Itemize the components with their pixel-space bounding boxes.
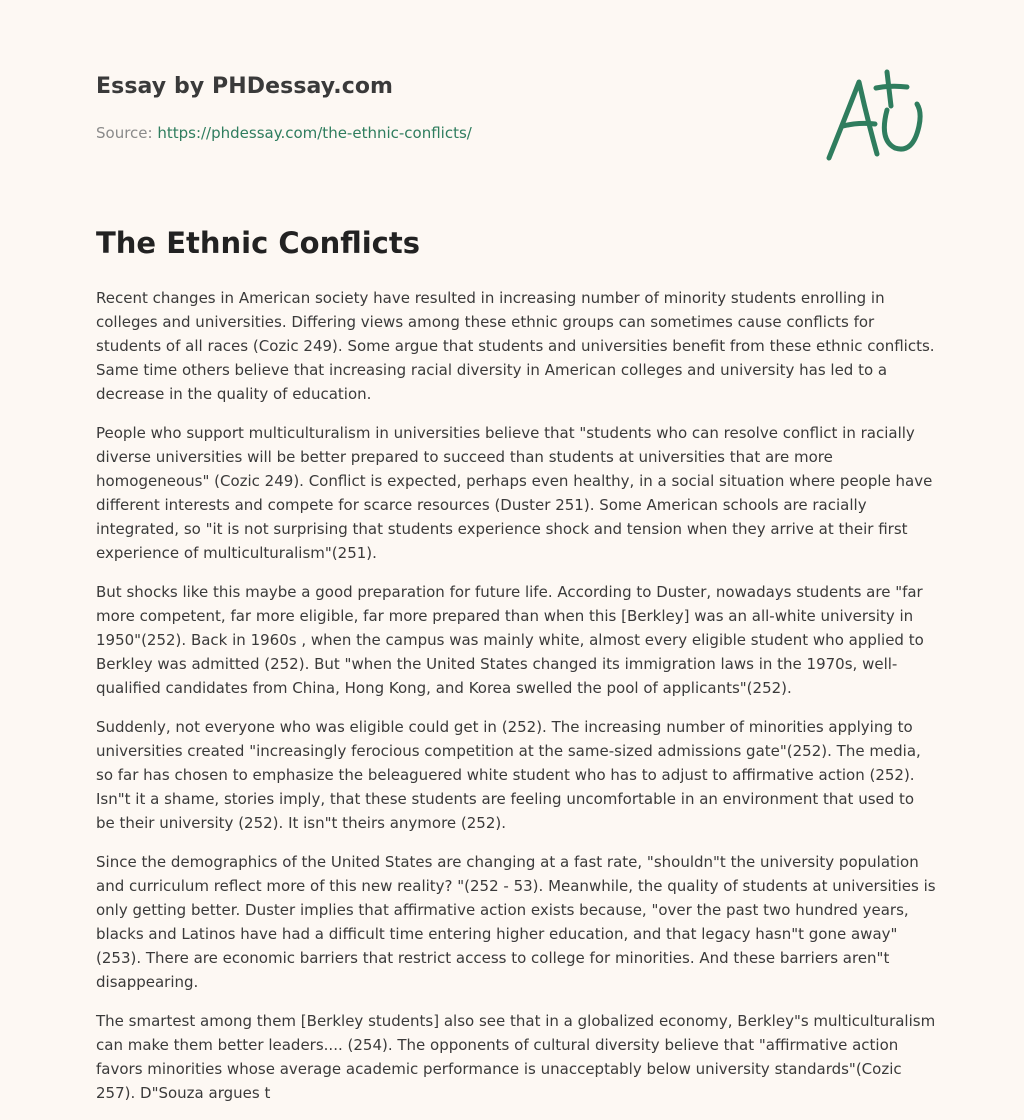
essay-page bbox=[96, 0, 936, 1102]
essay-paragraph: Suddenly, not everyone who was eligible could get in (252). The increasing number of minorities applying to universities created "increasingly ferocious competition at the same-sized admissions gate"(252). The media, so far has chosen to emphasize the beleaguered white student who has to adjust to affirmative action (252). Isn"t it a shame, stories imply, that these students are feeling uncomfortable in an environment that used to be their university (252). It isn"t theirs anymore (252). bbox=[96, 718, 921, 832]
page-title: The Ethnic Conflicts bbox=[96, 226, 420, 260]
source-label: Source: bbox=[96, 124, 158, 142]
a-plus-logo-icon bbox=[821, 68, 931, 168]
essay-paragraph: The smartest among them [Berkley students] also see that in a globalized economy, Berkley"s multiculturalism can make them better leaders.... (254). The opponents of cultural diversity believe that "affirmative action favors minorities whose average academic performance is unacceptably below university standards"(Cozic 257). D"Souza argues t bbox=[96, 1012, 936, 1102]
source-line bbox=[96, 124, 472, 142]
essay-body bbox=[96, 286, 936, 1120]
essay-paragraph: Since the demographics of the United States are changing at a fast rate, "shouldn"t the university population and curriculum reflect more of this new reality? "(252 - 53). Meanwhile, the quality of students at universities is only getting better. Duster implies that affirmative action exists because, "over the past two hundred years, blacks and Latinos have had a difficult time entering higher education, and that legacy hasn"t gone away"(253). There are economic barriers that restrict access to college for minorities. And these barriers aren"t disappearing. bbox=[96, 853, 936, 991]
essay-paragraph: Recent changes in American society have resulted in increasing number of minority students enrolling in colleges and universities. Differing views among these ethnic groups can sometimes cause conflicts for students of all races (Cozic 249). Some argue that students and universities benefit from these ethnic conflicts. Same time others believe that increasing racial diversity in American colleges and university has led to a decrease in the quality of education. bbox=[96, 289, 935, 403]
essay-paragraph: But shocks like this maybe a good preparation for future life. According to Duster, nowadays students are "far more competent, far more eligible, far more prepared than when this [Berkley] was an all-white university in 1950"(252). Back in 1960s , when the campus was mainly white, almost every eligible student who applied to Berkley was admitted (252). But "when the United States changed its immigration laws in the 1970s, well-qualified candidates from China, Hong Kong, and Korea swelled the pool of applicants"(252). bbox=[96, 583, 924, 697]
page-header bbox=[96, 0, 936, 190]
source-link[interactable]: https://phdessay.com/the-ethnic-conflicts/ bbox=[157, 124, 472, 142]
site-brand: Essay by PHDessay.com bbox=[96, 74, 394, 99]
essay-paragraph: People who support multiculturalism in universities believe that "students who can resolve conflict in racially diverse universities will be better prepared to succeed than students at universities that are more homogeneous" (Cozic 249). Conflict is expected, perhaps even healthy, in a social situation where people have different interests and compete for scarce resources (Duster 251). Some American schools are racially integrated, so "it is not surprising that students experience shock and tension when they arrive at their first experience of multiculturalism"(251). bbox=[96, 424, 933, 562]
